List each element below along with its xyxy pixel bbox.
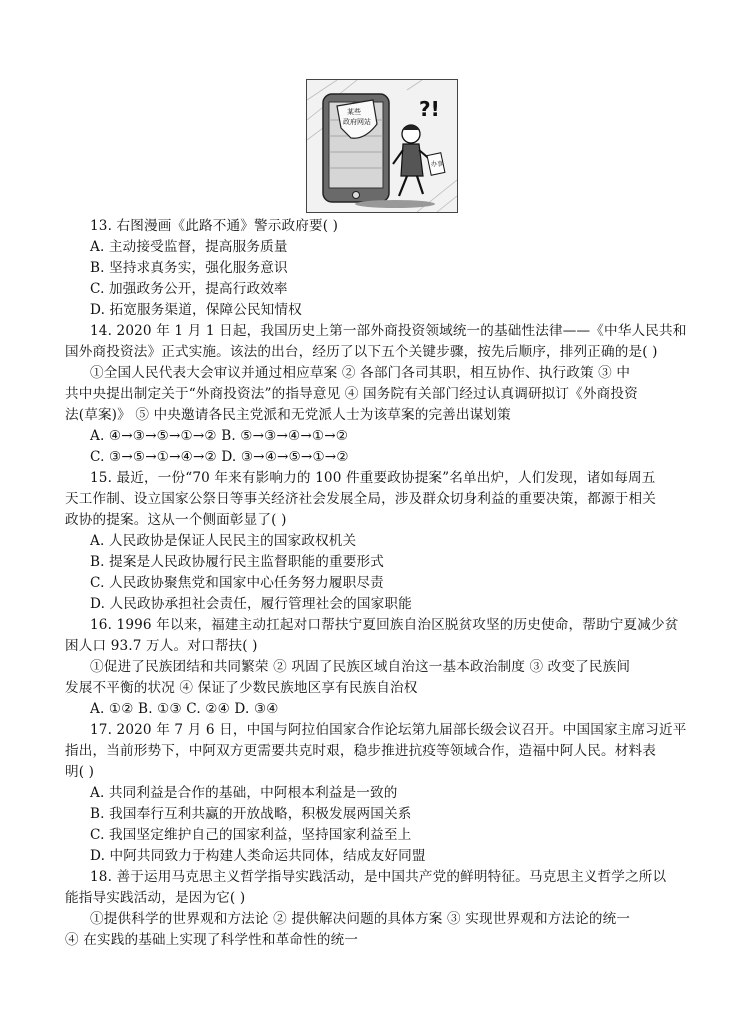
q16-stem-line1: 16. 1996 年以来，福建主动扛起对口帮扶宁夏回族自治区脱贫攻坚的历史使命，帮助宁夏减少贫 — [90, 617, 679, 633]
q15-option-a: A. 人民政协是保证人民民主的国家政权机关 — [90, 533, 357, 549]
q18-statements-line1: ①提供科学的世界观和方法论 ② 提供解决问题的具体方案 ③ 实现世界观和方法论的统一 — [90, 911, 631, 927]
q16-stem-line2: 困人口 93.7 万人。对口帮扶( ) — [65, 638, 258, 654]
q15-stem-line3: 政协的提案。这从一个侧面彰显了( ) — [65, 512, 287, 528]
q18-stem-line2: 能指导实践活动，是因为它( ) — [65, 890, 246, 906]
q16-statements-line2: 发展不平衡的状况 ④ 保证了少数民族地区享有民族自治权 — [65, 680, 418, 696]
q14-stem-line2: 国外商投资法》正式实施。该法的出台，经历了以下五个关键步骤，按先后顺序，排列正确的是( ) — [65, 344, 658, 360]
q14-statements-line2: 共中央提出制定关于“外商投资法”的指导意见 ④ 国务院有关部门经过认真调研拟订《外商投资 — [65, 386, 638, 402]
q13-stem: 13. 右图漫画《此路不通》警示政府要( ) — [90, 218, 339, 234]
doc-text: 办事 — [431, 161, 444, 168]
q15-option-d: D. 人民政协承担社会责任，履行管理社会的国家职能 — [90, 596, 412, 612]
q17-stem-line3: 明( ) — [65, 764, 95, 780]
cartoon-drawing — [307, 80, 457, 212]
q16-options: A. ①② B. ①③ C. ②④ D. ③④ — [90, 701, 279, 717]
confused-marks: ?! — [419, 97, 440, 121]
q17-option-b: B. 我国奉行互利共赢的开放战略，积极发展两国关系 — [90, 806, 412, 822]
q17-option-d: D. 中阿共同致力于构建人类命运共同体，结成友好同盟 — [90, 848, 426, 864]
q14-stem-line1: 14. 2020 年 1 月 1 日起，我国历史上第一部外商投资领域统一的基础性法律——《中华人民共和 — [90, 323, 687, 339]
q15-stem-line1: 15. 最近，一份“70 年来有影响力的 100 件重要政协提案”名单出炉，人们发现，诸如每周五 — [90, 470, 656, 486]
cartoon-illustration — [306, 79, 458, 213]
q13-option-d: D. 拓宽服务渠道，保障公民知情权 — [90, 302, 302, 318]
q17-option-c: C. 我国坚定维护自己的国家利益，坚持国家利益至上 — [90, 827, 412, 843]
q14-statements-line3: 法(草案)》 ⑤ 中央邀请各民主党派和无党派人士为该草案的完善出谋划策 — [65, 407, 511, 423]
q14-options-cd: C. ③→⑤→①→④→② D. ③→④→⑤→①→② — [90, 449, 349, 465]
q17-stem-line1: 17. 2020 年 7 月 6 日，中国与阿拉伯国家合作论坛第九届部长级会议召开。中国国家主席习近平 — [90, 722, 687, 738]
sign-text-line2: 政府网站 — [343, 118, 371, 126]
q13-option-a: A. 主动接受监督，提高服务质量 — [90, 239, 288, 255]
sign-text-line1: 某些 — [347, 108, 361, 116]
q15-option-b: B. 提案是人民政协履行民主监督职能的重要形式 — [90, 554, 384, 570]
q18-statements-line2: ④ 在实践的基础上实现了科学性和革命性的统一 — [65, 932, 359, 948]
q14-statements-line1: ①全国人民代表大会审议并通过相应草案 ② 各部门各司其职，相互协作、执行政策 ③ 中 — [90, 365, 631, 381]
q16-statements-line1: ①促进了民族团结和共同繁荣 ② 巩固了民族区域自治这一基本政治制度 ③ 改变了民族间 — [90, 659, 631, 675]
q14-options-ab: A. ④→③→⑤→①→② B. ⑤→③→④→①→② — [90, 428, 349, 444]
q15-stem-line2: 天工作制、设立国家公祭日等事关经济社会发展全局，涉及群众切身利益的重要决策，都源于相关 — [65, 491, 656, 507]
q15-option-c: C. 人民政协聚焦党和国家中心任务努力履职尽责 — [90, 575, 384, 591]
q18-stem-line1: 18. 善于运用马克思主义哲学指导实践活动，是中国共产党的鲜明特征。马克思主义哲学之所以 — [90, 869, 667, 885]
q13-option-c: C. 加强政务公开，提高行政效率 — [90, 281, 288, 297]
q13-option-b: B. 坚持求真务实，强化服务意识 — [90, 260, 288, 276]
q17-option-a: A. 共同利益是合作的基础，中阿根本利益是一致的 — [90, 785, 398, 801]
q17-stem-line2: 指出，当前形势下，中阿双方更需要共克时艰，稳步推进抗疫等领域合作，造福中阿人民。材料表 — [65, 743, 656, 759]
